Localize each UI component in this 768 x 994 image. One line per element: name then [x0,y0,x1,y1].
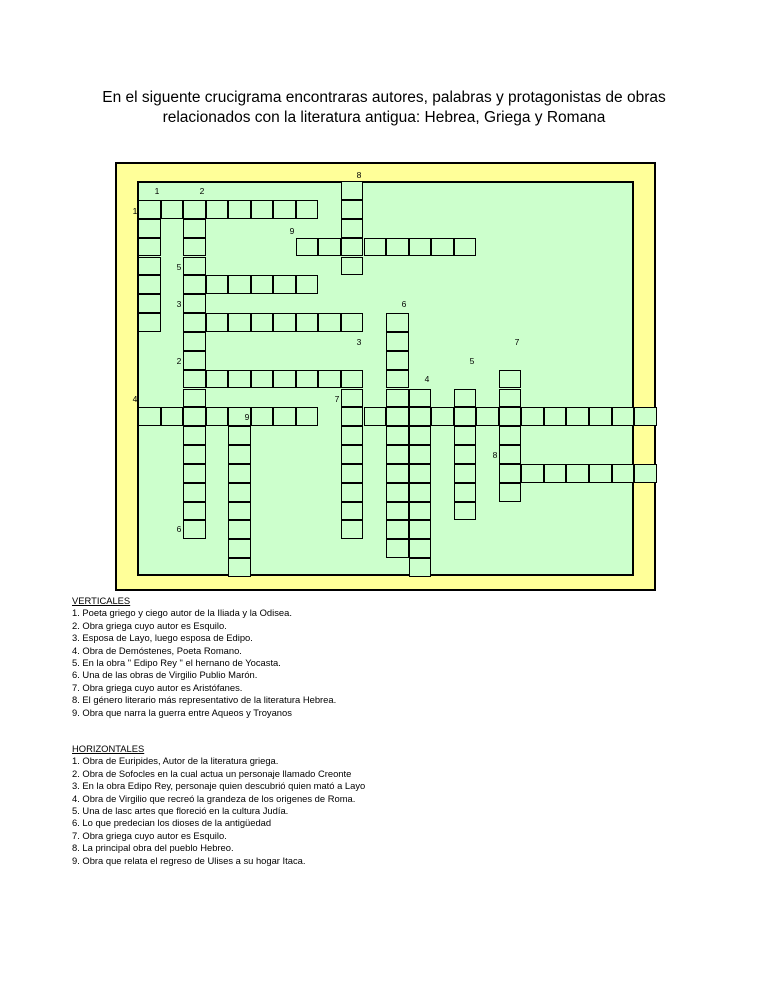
crossword-cell[interactable] [206,407,229,426]
vertical-clue: 6. Una de las obras de Virgilio Publio Marón. [72,669,258,681]
vertical-clue: 2. Obra griega cuyo autor es Esquilo. [72,619,227,631]
crossword-cell[interactable] [183,483,206,502]
crossword-cell[interactable] [499,370,522,389]
crossword-cell[interactable] [183,238,206,257]
clue-number: 1 [132,206,138,216]
crossword-cell[interactable] [138,407,161,426]
crossword-cell[interactable] [138,257,161,276]
vertical-clue: 8. El género literario más representativo de la literatura Hebrea. [72,694,337,706]
crossword-cell[interactable] [409,464,432,483]
crossword-cell[interactable] [341,445,364,464]
crossword-cell[interactable] [183,389,206,408]
crossword-cell[interactable] [341,238,364,257]
crossword-cell[interactable] [273,313,296,332]
crossword-cell[interactable] [161,407,184,426]
crossword-cell[interactable] [206,275,229,294]
crossword-cell[interactable] [183,502,206,521]
crossword-cell[interactable] [431,407,454,426]
crossword-cell[interactable] [386,313,409,332]
crossword-cell[interactable] [161,200,184,219]
crossword-cell[interactable] [454,426,477,445]
crossword-cell[interactable] [251,407,274,426]
crossword-cell[interactable] [409,389,432,408]
clue-number: 9 [244,412,250,422]
crossword-cell[interactable] [341,200,364,219]
clue-number: 2 [199,186,205,196]
clue-number: 8 [492,450,498,460]
crossword-cell[interactable] [251,313,274,332]
crossword-cell[interactable] [228,502,251,521]
clue-number: 7 [334,394,340,404]
crossword-cell[interactable] [454,464,477,483]
crossword-cell[interactable] [386,483,409,502]
crossword-cell[interactable] [273,370,296,389]
horizontal-clues [72,743,365,867]
horizontal-clues-header: HORIZONTALES [72,743,145,754]
intro-line-1: En el siguente crucigrama encontraras autores, palabras y protagonistas de obras [102,89,666,106]
crossword-cell[interactable] [228,464,251,483]
crossword-cell[interactable] [183,332,206,351]
crossword-cell[interactable] [228,313,251,332]
crossword-cell[interactable] [409,558,432,577]
crossword-cell[interactable] [386,332,409,351]
crossword-cell[interactable] [409,426,432,445]
crossword-cell[interactable] [251,370,274,389]
crossword-cell[interactable] [206,370,229,389]
crossword-cell[interactable] [341,464,364,483]
crossword-cell[interactable] [273,407,296,426]
crossword-cell[interactable] [138,294,161,313]
crossword-cell[interactable] [341,181,364,200]
clue-number: 4 [424,374,430,384]
crossword-cell[interactable] [364,407,387,426]
crossword-cell[interactable] [206,200,229,219]
crossword-cell[interactable] [183,407,206,426]
crossword-cell[interactable] [138,275,161,294]
crossword-cell[interactable] [386,238,409,257]
vertical-clue: 5. En la obra " Edipo Rey " el hernano de Yocasta. [72,657,281,669]
crossword-cell[interactable] [228,539,251,558]
crossword-cell[interactable] [183,445,206,464]
clue-number: 3 [356,337,362,347]
crossword-cell[interactable] [183,426,206,445]
crossword-cell[interactable] [273,200,296,219]
crossword-cell[interactable] [386,370,409,389]
crossword-cell[interactable] [386,426,409,445]
crossword-cell[interactable] [634,407,657,426]
vertical-clue: 1. Poeta griego y ciego autor de la Iliada y la Odisea. [72,607,292,619]
crossword-cell[interactable] [341,257,364,276]
crossword-cell[interactable] [228,445,251,464]
crossword-cell[interactable] [499,426,522,445]
crossword-cell[interactable] [454,502,477,521]
vertical-clue: 7. Obra griega cuyo autor es Aristófanes. [72,681,243,693]
crossword-cell[interactable] [228,558,251,577]
crossword-cell[interactable] [228,200,251,219]
crossword-cell[interactable] [499,407,522,426]
vertical-clue: 3. Esposa de Layo, luego esposa de Edipo. [72,632,253,644]
clue-number: 1 [154,186,160,196]
crossword-cell[interactable] [454,445,477,464]
crossword-cell[interactable] [296,370,319,389]
crossword-cell[interactable] [386,502,409,521]
crossword-cell[interactable] [318,370,341,389]
crossword-cell[interactable] [386,445,409,464]
clue-number: 5 [469,356,475,366]
clue-number: 4 [132,394,138,404]
crossword-cell[interactable] [183,219,206,238]
crossword-cell[interactable] [544,464,567,483]
clue-number: 9 [289,226,295,236]
crossword-cell[interactable] [138,313,161,332]
horizontal-clue: 7. Obra griega cuyo autor es Esquilo. [72,829,227,841]
crossword-cell[interactable] [454,483,477,502]
clue-number: 6 [401,299,407,309]
crossword-cell[interactable] [634,464,657,483]
crossword-cell[interactable] [341,370,364,389]
crossword-cell[interactable] [386,464,409,483]
crossword-cell[interactable] [228,275,251,294]
horizontal-clue: 4. Obra de Virgilio que recreó la grandeza de los origenes de Roma. [72,792,356,804]
intro-text [60,88,708,128]
crossword-cell[interactable] [296,200,319,219]
crossword-cell[interactable] [386,407,409,426]
intro-line-2: relacionados con la literatura antigua: Hebrea, Griega y Romana [162,109,606,126]
crossword-cell[interactable] [409,539,432,558]
crossword-cell[interactable] [409,407,432,426]
crossword-cell[interactable] [612,407,635,426]
crossword-cell[interactable] [589,407,612,426]
crossword-cell[interactable] [589,464,612,483]
horizontal-clue: 3. En la obra Edipo Rey, personaje quien descubrió quien mató a Layo [72,780,366,792]
crossword-cell[interactable] [612,464,635,483]
clue-number: 6 [176,524,182,534]
crossword-cell[interactable] [386,520,409,539]
crossword-cell[interactable] [341,407,364,426]
crossword-cell[interactable] [341,502,364,521]
crossword-cell[interactable] [138,238,161,257]
crossword-cell[interactable] [228,520,251,539]
crossword-cell[interactable] [386,351,409,370]
crossword-cell[interactable] [454,238,477,257]
clue-number: 5 [176,262,182,272]
clue-number: 2 [176,356,182,366]
crossword-cell[interactable] [409,483,432,502]
horizontal-clue: 8. La principal obra del pueblo Hebreo. [72,842,234,854]
crossword-cell[interactable] [521,407,544,426]
crossword-cell[interactable] [544,407,567,426]
horizontal-clue: 6. Lo que predecian los dioses de la antigüedad [72,817,272,829]
crossword-cell[interactable] [183,351,206,370]
crossword-cell[interactable] [251,275,274,294]
clue-number: 3 [176,299,182,309]
crossword-cell[interactable] [183,275,206,294]
crossword-cell[interactable] [521,464,544,483]
horizontal-clue: 5. Una de lasc artes que floreció en la cultura Judía. [72,805,289,817]
crossword-cell[interactable] [228,426,251,445]
crossword-cell[interactable] [431,238,454,257]
crossword-cell[interactable] [206,313,229,332]
crossword-cell[interactable] [228,483,251,502]
clue-number: 7 [514,337,520,347]
horizontal-clue: 1. Obra de Euripides, Autor de la literatura griega. [72,755,279,767]
crossword-cell[interactable] [341,520,364,539]
crossword-cell[interactable] [251,200,274,219]
vertical-clue: 9. Obra que narra la guerra entre Aqueos y Troyanos [72,706,292,718]
vertical-clue: 4. Obra de Demóstenes, Poeta Romano. [72,644,242,656]
crossword-cell[interactable] [499,483,522,502]
crossword-cell[interactable] [409,502,432,521]
vertical-clues-header: VERTICALES [72,595,131,606]
crossword-cell[interactable] [183,313,206,332]
crossword-cell[interactable] [454,389,477,408]
crossword-cell[interactable] [341,426,364,445]
vertical-clues [72,595,336,719]
crossword-cell[interactable] [386,389,409,408]
crossword-cell[interactable] [341,313,364,332]
crossword-cell[interactable] [386,539,409,558]
crossword-cell[interactable] [454,407,477,426]
crossword-cell[interactable] [566,464,589,483]
crossword-cell[interactable] [409,445,432,464]
horizontal-clue: 2. Obra de Sofocles en la cual actua un personaje llamado Creonte [72,767,352,779]
crossword-cell[interactable] [296,407,319,426]
crossword-cell[interactable] [499,464,522,483]
crossword-cell[interactable] [183,520,206,539]
crossword-cell[interactable] [476,407,499,426]
crossword-cell[interactable] [409,520,432,539]
crossword-cell[interactable] [499,389,522,408]
crossword-cell[interactable] [341,389,364,408]
crossword-cell[interactable] [318,313,341,332]
crossword-cell[interactable] [273,275,296,294]
crossword-cell[interactable] [138,219,161,238]
crossword-cell[interactable] [566,407,589,426]
crossword-cell[interactable] [341,219,364,238]
crossword-cell[interactable] [296,275,319,294]
crossword-cell[interactable] [296,238,319,257]
crossword-cell[interactable] [183,257,206,276]
crossword-cell[interactable] [183,200,206,219]
crossword-cell[interactable] [183,370,206,389]
clue-number: 8 [356,170,362,180]
crossword-cell[interactable] [183,464,206,483]
horizontal-clue: 9. Obra que relata el regreso de Ulises a su hogar Itaca. [72,854,306,866]
crossword-cell[interactable] [296,313,319,332]
crossword-cell[interactable] [228,370,251,389]
crossword-cell[interactable] [409,238,432,257]
crossword-cell[interactable] [318,238,341,257]
crossword-cell[interactable] [499,445,522,464]
crossword-cell[interactable] [364,238,387,257]
crossword-cell[interactable] [183,294,206,313]
crossword-cell[interactable] [341,483,364,502]
